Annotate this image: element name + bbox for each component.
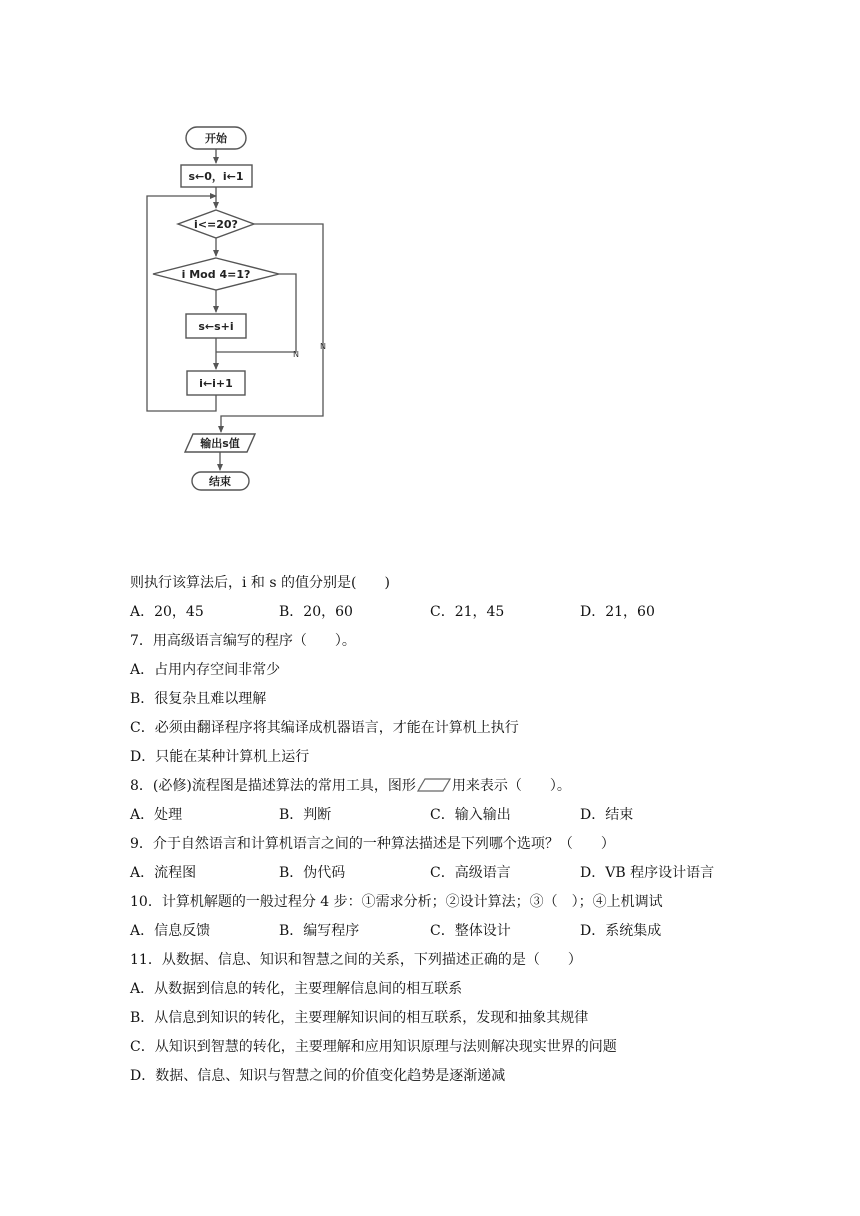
sum-label: s←s+i xyxy=(198,320,234,333)
end-label: 结束 xyxy=(209,475,231,488)
q10-option-c: C．整体设计 xyxy=(430,923,511,939)
q9-option-d: D．VB 程序设计语言 xyxy=(580,865,715,881)
q8-stem xyxy=(130,776,571,796)
loop-condition-label: i<=20? xyxy=(194,218,238,231)
mod-condition-label: i Mod 4=1? xyxy=(181,268,251,281)
q9-option-a: A．流程图 xyxy=(130,865,197,881)
q6-option-b: B．20，60 xyxy=(279,604,353,620)
q9-stem: 9．介于自然语言和计算机语言之间的一种算法描述是下列哪个选项？（ ） xyxy=(130,836,615,852)
q8-option-a: A．处理 xyxy=(130,807,183,823)
q7-option-b: B．很复杂且难以理解 xyxy=(130,691,267,707)
parallelogram-icon xyxy=(417,778,451,792)
q11-stem: 11．从数据、信息、知识和智慧之间的关系，下列描述正确的是（ ） xyxy=(130,952,582,968)
q6-option-a: A．20，45 xyxy=(130,604,204,620)
q9-option-c: C．高级语言 xyxy=(430,865,511,881)
q8-stem-after: 用来表示（ ）。 xyxy=(451,778,571,794)
q11-option-a: A．从数据到信息的转化，主要理解信息间的相互联系 xyxy=(130,981,463,997)
init-label: s←0，i←1 xyxy=(188,170,244,183)
q7-option-a: A．占用内存空间非常少 xyxy=(130,662,281,678)
start-label: 开始 xyxy=(205,132,227,145)
q7-option-d: D．只能在某种计算机上运行 xyxy=(130,749,310,765)
q6-stem: 则执行该算法后，i 和 s 的值分别是( ) xyxy=(130,575,390,591)
q7-option-c: C．必须由翻译程序将其编译成机器语言，才能在计算机上执行 xyxy=(130,720,519,736)
q6-option-d: D．21，60 xyxy=(580,604,655,620)
q10-option-d: D．系统集成 xyxy=(580,923,662,939)
output-label: 输出s值 xyxy=(200,437,240,450)
q10-option-a: A．信息反馈 xyxy=(130,923,211,939)
q9-option-b: B．伪代码 xyxy=(279,865,346,881)
q7-stem: 7．用高级语言编写的程序（ ）。 xyxy=(130,633,356,649)
q11-option-b: B．从信息到知识的转化，主要理解知识间的相互联系，发现和抽象其规律 xyxy=(130,1010,589,1026)
increment-label: i←i+1 xyxy=(199,377,233,390)
q10-stem: 10．计算机解题的一般过程分 4 步：①需求分析；②设计算法；③（ ）；④上机调试 xyxy=(130,894,663,910)
q10-option-b: B．编写程序 xyxy=(279,923,360,939)
q11-option-c: C．从知识到智慧的转化，主要理解和应用知识原理与法则解决现实世界的问题 xyxy=(130,1039,617,1055)
q8-option-b: B．判断 xyxy=(279,807,332,823)
q8-option-d: D．结束 xyxy=(580,807,634,823)
q8-stem-before: 8．(必修)流程图是描述算法的常用工具，图形 xyxy=(130,778,416,794)
flowchart-diagram xyxy=(0,0,860,520)
loop-no-label: N xyxy=(320,342,326,351)
q6-option-c: C．21，45 xyxy=(430,604,505,620)
mod-no-label: N xyxy=(293,350,299,359)
q8-option-c: C．输入输出 xyxy=(430,807,511,823)
q11-option-d: D．数据、信息、知识与智慧之间的价值变化趋势是逐渐递减 xyxy=(130,1068,506,1084)
